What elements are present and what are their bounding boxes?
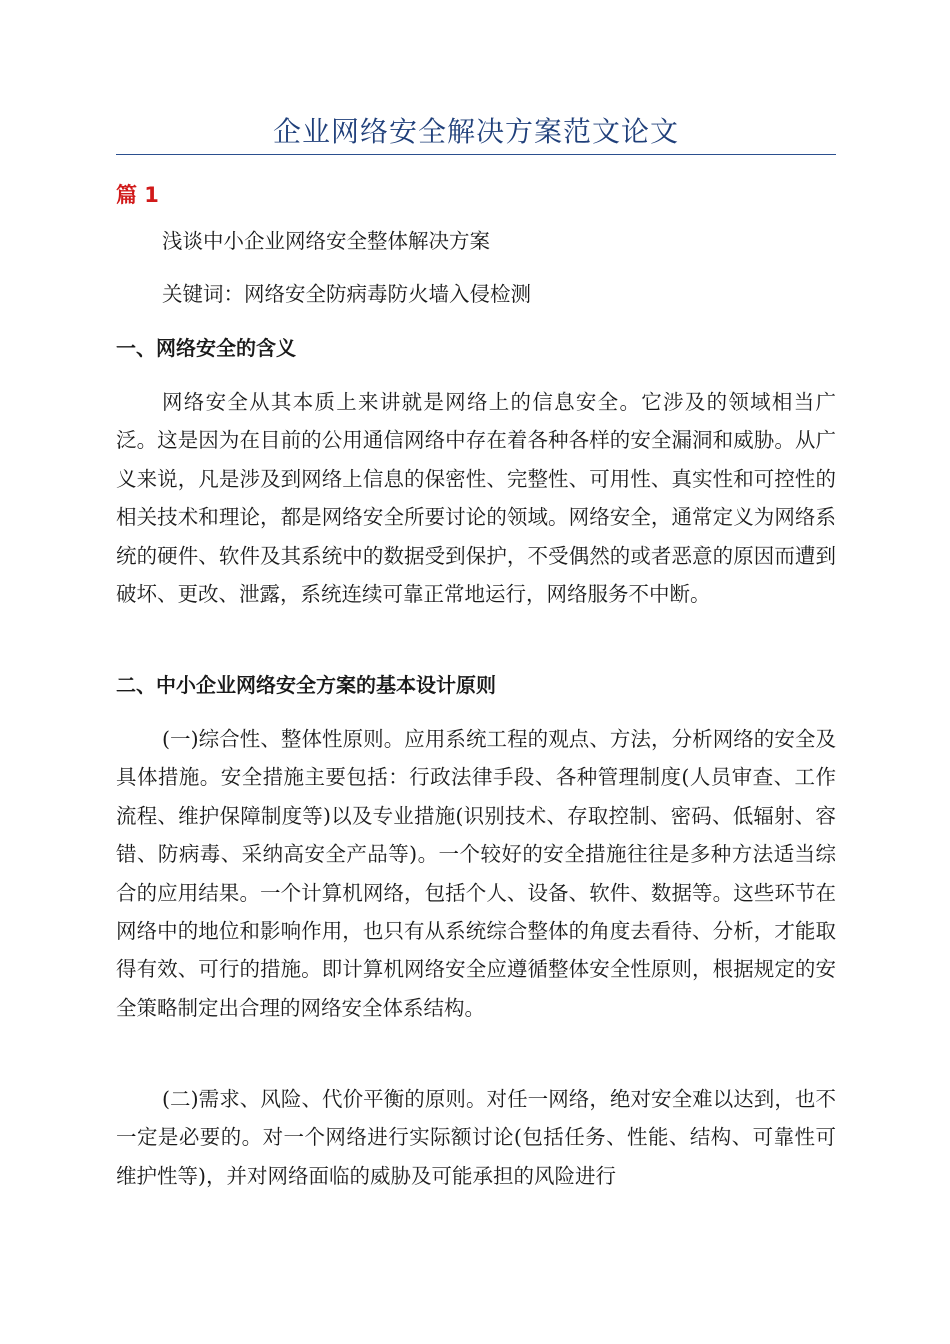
part-label: 篇 1 bbox=[116, 183, 159, 207]
document-title: 企业网络安全解决方案范文论文 bbox=[272, 115, 679, 148]
keywords: 关键词：网络安全防病毒防火墙入侵检测 bbox=[162, 282, 531, 306]
section-heading-2: 二、中小企业网络安全方案的基本设计原则 bbox=[116, 673, 496, 697]
title-underline bbox=[116, 154, 836, 155]
subtitle: 浅谈中小企业网络安全整体解决方案 bbox=[162, 229, 490, 253]
section-1-paragraph: 网络安全从其本质上来讲就是网络上的信息安全。它涉及的领域相当广泛。这是因为在目前的公用通信网络中存在着各种各样的安全漏洞和威胁。从广义来说，凡是涉及到网络上信息的保密性、完整性、可用性、真实性和可控性的相关技术和理论，都是网络安全所要讨论的领域。网络安全，通常定义为网络系统的硬件、软件及其系统中的数据受到保护，不受偶然的或者恶意的原因而遭到破坏、更改、泄露，系统连续可靠正常地运行，网络服务不中断。 bbox=[116, 390, 836, 607]
section-heading-1: 一、网络安全的含义 bbox=[116, 336, 296, 360]
section-2-paragraph-1: (一)综合性、整体性原则。应用系统工程的观点、方法，分析网络的安全及具体措施。安全措施主要包括：行政法律手段、各种管理制度(人员审查、工作流程、维护保障制度等)以及专业措施(识别技术、存取控制、密码、低辐射、容错、防病毒、采纳高安全产品等)。一个较好的安全措施往往是多种方法适当综合的应用结果。一个计算机网络，包括个人、设备、软件、数据等。这些环节在网络中的地位和影响作用，也只有从系统综合整体的角度去看待、分析，才能取得有效、可行的措施。即计算机网络安全应遵循整体安全性原则，根据规定的安全策略制定出合理的网络安全体系结构。 bbox=[116, 727, 836, 1020]
section-2-paragraph-2: (二)需求、风险、代价平衡的原则。对任一网络，绝对安全难以达到，也不一定是必要的。对一个网络进行实际额讨论(包括任务、性能、结构、可靠性可维护性等)，并对网络面临的威胁及可能承担的风险进行 bbox=[116, 1087, 836, 1188]
